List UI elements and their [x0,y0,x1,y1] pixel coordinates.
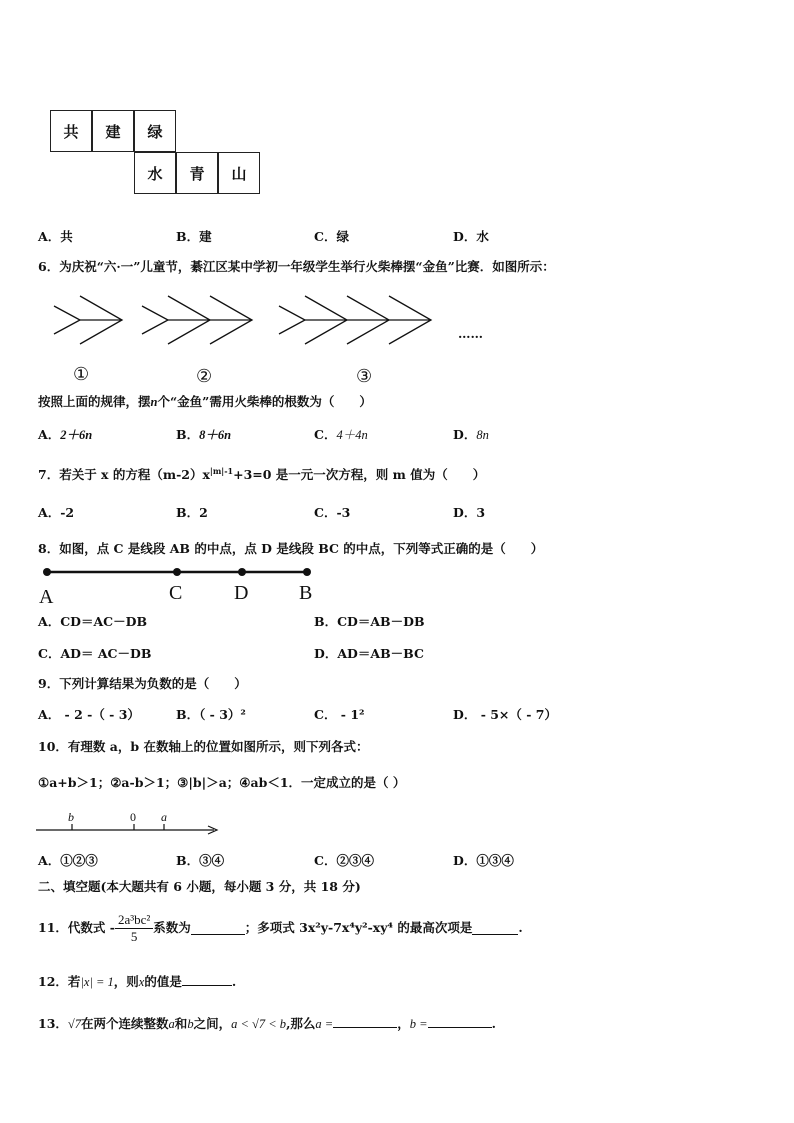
q9-option-b[interactable]: B．（ - 3）² [176,707,246,722]
q13-text1: 在两个连续整数 [81,1016,169,1031]
q11-end: . [518,920,523,935]
q11-prefix: 11．代数式 - [38,920,115,935]
q7-stem-suffix: +3=0 是一元一次方程，则 m 值为（ ） [233,467,486,483]
q13-end: . [491,1016,496,1031]
q6-option-a-label: A． [38,427,61,442]
q7-stem [38,463,485,483]
segment-label-b: B [299,582,313,604]
figure-label-2: ② [196,366,213,386]
q10-option-a[interactable]: A．①②③ [38,853,98,868]
q11-frac-den: 5 [130,928,138,944]
q9-option-a[interactable]: A． - 2 -（ - 3） [38,707,140,722]
axis-label-zero: 0 [130,810,136,824]
q11-middle: 系数为 [153,920,191,935]
net-cell-3: 绿 [134,110,176,152]
q10-option-c[interactable]: C．②③④ [314,853,374,868]
net-cell-2: 建 [92,110,134,152]
q12-var: x [138,975,145,989]
q13-blank-b[interactable] [428,1015,492,1028]
q11 [38,908,523,948]
q7-stem-sup: |m|-1 [209,466,234,476]
net-cell-5: 青 [176,152,218,194]
q13 [38,1015,496,1032]
q6-option-b[interactable] [176,427,231,443]
q8-option-d[interactable]: D．AD＝AB－BC [314,646,424,661]
q6-rule [38,394,372,410]
q12-prefix: 12．若 [38,974,81,989]
q11-blank-1[interactable] [191,922,245,935]
q10-stem: 10．有理数 a，b 在数轴上的位置如图所示，则下列各式： [38,739,369,754]
q12-abs-expr: |x| = 1 [80,975,114,989]
q7-option-a[interactable]: A．-2 [38,505,75,520]
axis-label-b: b [68,810,74,824]
q7-stem-prefix: 7．若关于 x 的方程（m-2）x [38,467,210,483]
q6-option-a[interactable] [38,427,92,443]
q12-middle: ，则 [113,974,139,989]
q12 [38,973,236,990]
segment-point-d [238,568,246,576]
net-cell-1: 共 [50,110,92,152]
q11-fraction [115,912,153,945]
net-cell-4: 水 [134,152,176,194]
segment-point-a [43,568,51,576]
q13-a-eq: a = [315,1017,334,1031]
q6-option-b-label: B． [176,427,200,442]
q5-option-c[interactable]: C．绿 [314,229,349,244]
segment-figure [36,562,336,582]
q5-option-d[interactable]: D．水 [453,229,489,244]
axis-label-a: a [161,810,167,824]
q13-var-a: a [168,1017,175,1031]
figure-label-3: ③ [356,366,373,386]
q8-stem: 8．如图，点 C 是线段 AB 的中点，点 D 是线段 BC 的中点，下列等式正确的是（ ） [38,541,544,556]
q6-option-a-expr: 2＋6n [60,428,93,442]
q6-option-d-expr: 8n [476,428,489,442]
q9-stem: 9．下列计算结果为负数的是（ ） [38,676,247,691]
q13-comma: ， [397,1016,410,1031]
q13-blank-a[interactable] [333,1015,397,1028]
q8-option-a[interactable]: A．CD＝AC－DB [38,614,148,629]
q6-option-b-expr: 8＋6n [199,428,232,442]
q6-rule-var: n [150,395,158,409]
q6-option-c-expr: 4＋4n [336,428,368,442]
q11-blank-2[interactable] [472,922,518,935]
q11-frac-num: 2a³bc² [115,912,153,929]
goldfish-figure [50,292,510,362]
q13-text2: 之间， [193,1016,232,1031]
segment-label-d: D [234,582,249,604]
q13-prefix: 13． [38,1016,68,1031]
segment-point-c [173,568,181,576]
q8-option-c[interactable]: C．AD＝ AC－DB [38,646,152,661]
q12-blank[interactable] [182,973,232,986]
q6-stem: 6．为庆祝“六·一”儿童节，綦江区某中学初一年级学生举行火柴棒摆“金鱼”比赛．如图所示： [38,259,555,274]
q13-sqrt: √7 [67,1017,82,1031]
segment-point-b [303,568,311,576]
q7-option-b[interactable]: B．2 [176,505,208,520]
q13-text3: ,那么 [286,1016,316,1031]
q9-option-c[interactable]: C． - 1² [314,707,365,722]
q6-rule-suffix: 个“金鱼”需用火柴棒的根数为（ ） [157,394,372,409]
q13-ineq: a < √7 < b [231,1017,287,1031]
q6-rule-prefix: 按照上面的规律，摆 [38,394,151,409]
q5-option-b[interactable]: B．建 [176,229,212,244]
q11-mid2: ；多项式 3x²y-7x⁴y²-xy⁴ 的最高次项是 [244,920,473,935]
segment-label-c: C [169,582,183,604]
q6-option-d-label: D． [453,427,477,442]
q10-option-b[interactable]: B．③④ [176,853,225,868]
q6-option-c[interactable] [314,427,368,443]
q6-option-d[interactable] [453,427,489,443]
q9-option-d[interactable]: D． - 5×（ - 7） [453,707,557,722]
q13-and: 和 [174,1016,188,1031]
q10-conditions: ①a+b＞1；②a-b＞1；③|b|＞a；④ab＜1．一定成立的是（ ） [38,775,406,790]
section-heading: 二、填空题(本大题共有 6 小题，每小题 3 分，共 18 分) [38,879,361,894]
segment-label-a: A [39,586,54,608]
q7-option-d[interactable]: D．3 [453,505,486,520]
q13-var-b: b [187,1017,194,1031]
q5-option-a[interactable]: A．共 [38,229,73,244]
net-cell-6: 山 [218,152,260,194]
q10-option-d[interactable]: D．①③④ [453,853,514,868]
q12-suffix: 的值是 [144,974,182,989]
q13-b-eq: b = [409,1017,428,1031]
q7-option-c[interactable]: C．-3 [314,505,351,520]
q6-option-c-label: C． [314,427,337,442]
q8-option-b[interactable]: B．CD＝AB－DB [314,614,425,629]
goldfish-dots: …… [458,326,483,341]
q12-end: . [231,974,237,989]
figure-label-1: ① [73,364,90,384]
